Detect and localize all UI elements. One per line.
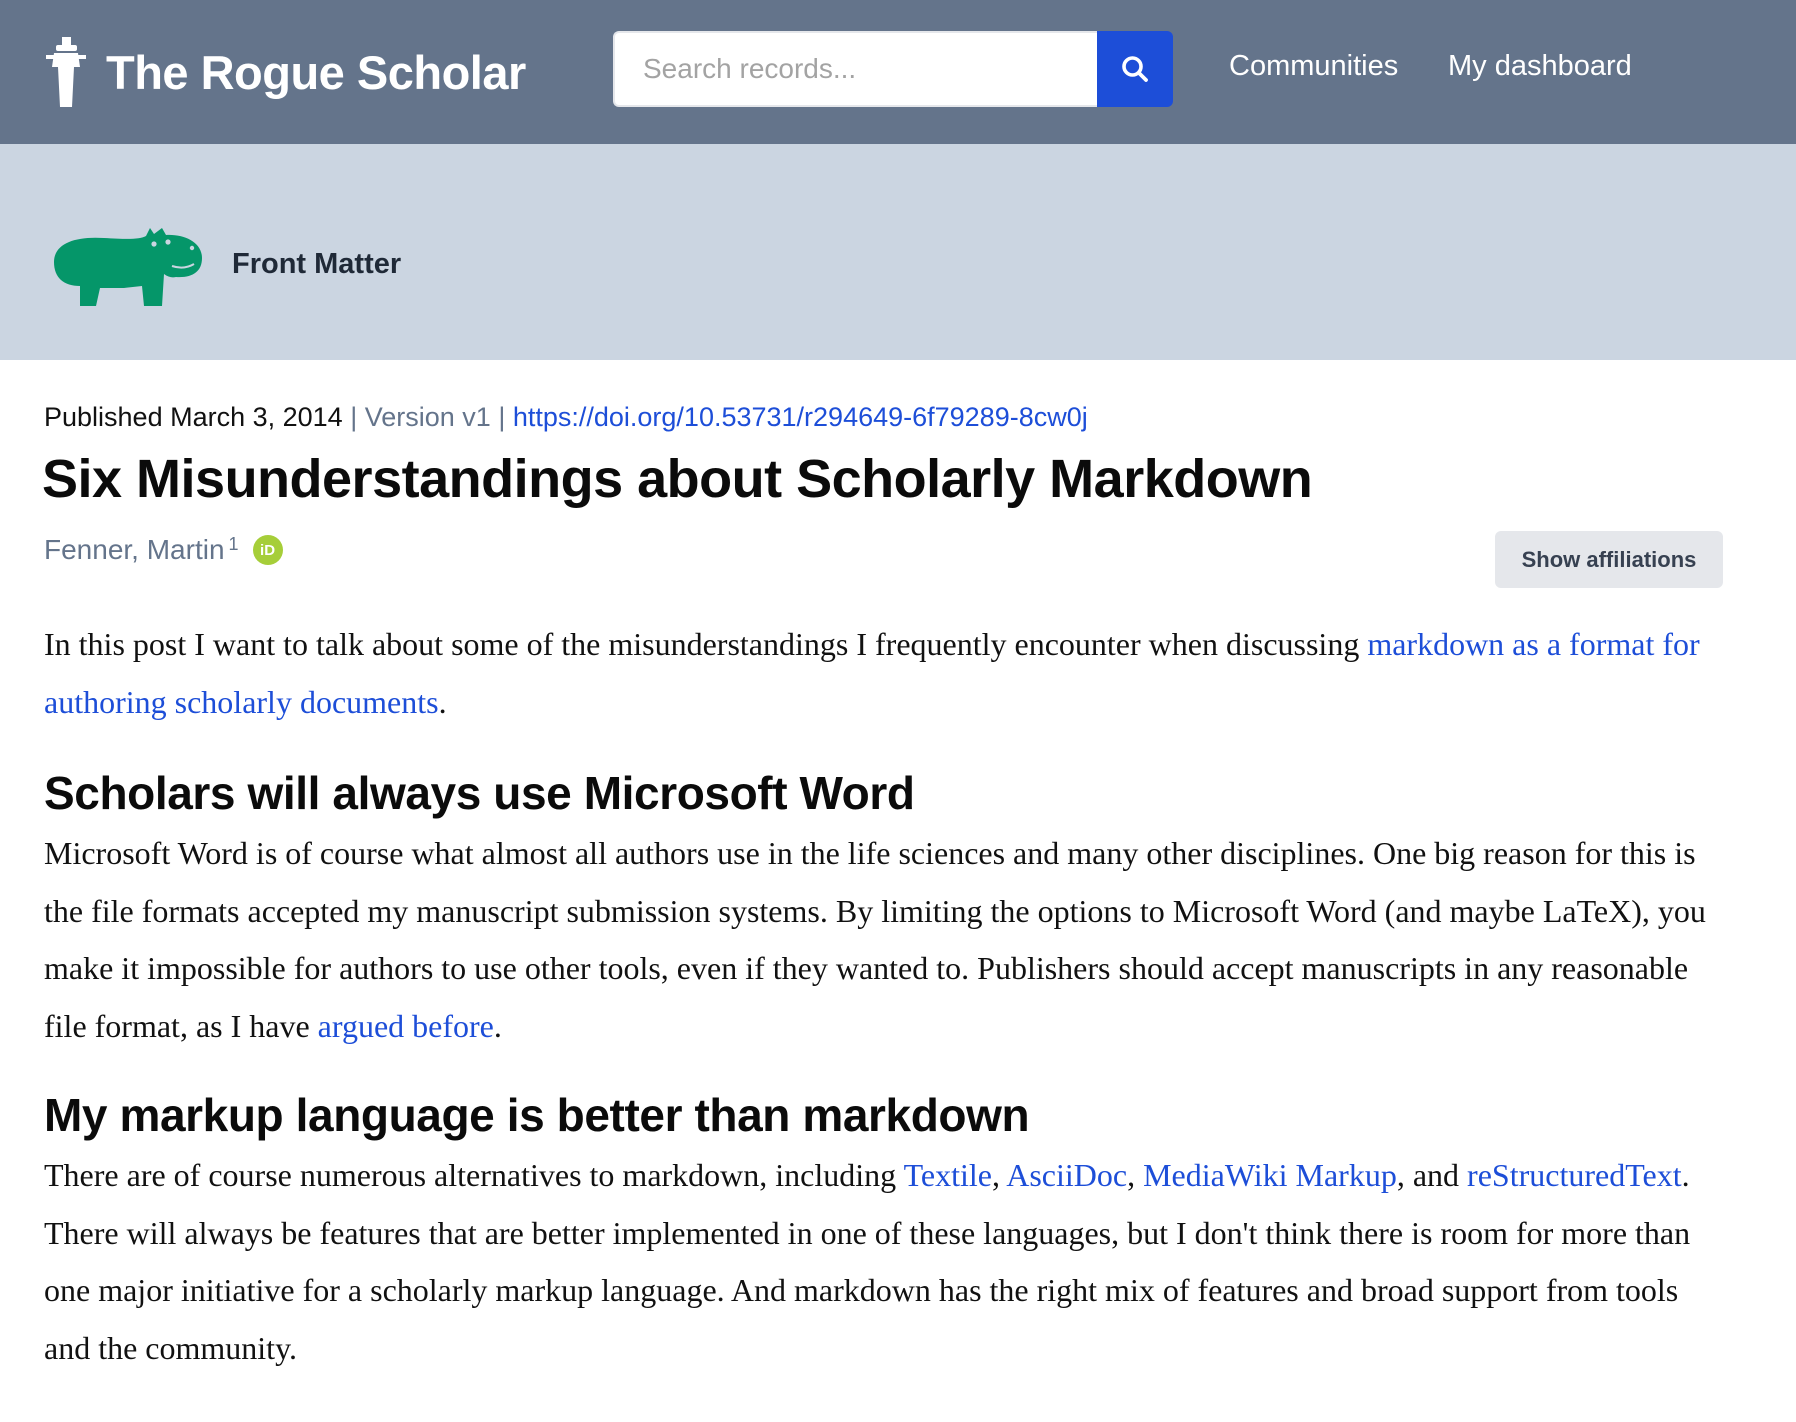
author-link[interactable]: Fenner, Martin	[44, 534, 225, 565]
separator: , and	[1396, 1157, 1468, 1193]
section-heading-2: My markup language is better than markdown	[44, 1089, 1030, 1141]
textile-link[interactable]: Textile	[903, 1157, 992, 1193]
meta-separator: |	[350, 402, 365, 432]
search-input[interactable]	[613, 31, 1097, 107]
record-meta	[44, 402, 1088, 433]
hippo-logo-icon[interactable]	[44, 222, 204, 308]
record-title: Six Misunderstandings about Scholarly Markdown	[42, 449, 1313, 509]
section2-text-b: . There will always be features that are better implemented in one of these languages, but I don't think there is room for more than one major initiative for a scholarly markup language. And markdown has the right mix of features and broad support from tools and the community.	[44, 1157, 1691, 1366]
search-icon	[1120, 54, 1150, 84]
restructuredtext-link[interactable]: reStructuredText	[1467, 1157, 1682, 1193]
separator: ,	[1127, 1157, 1144, 1193]
community-name[interactable]: Front Matter	[232, 248, 402, 280]
author-list	[44, 534, 283, 566]
markdown-format-link[interactable]: markdown as a format for authoring scholarly documents	[44, 626, 1700, 720]
intro-paragraph	[44, 616, 1724, 731]
separator: ,	[991, 1157, 1007, 1193]
brand-link[interactable]	[44, 32, 526, 112]
meta-separator: |	[498, 402, 513, 432]
nav-my-dashboard[interactable]: My dashboard	[1448, 50, 1632, 82]
version-label: Version v1	[364, 402, 491, 432]
affiliation-index: 1	[228, 533, 239, 554]
doi-link[interactable]: https://doi.org/10.53731/r294649-6f79289-8cw0j	[512, 402, 1088, 432]
show-affiliations-button[interactable]: Show affiliations	[1495, 531, 1723, 588]
brand-title: The Rogue Scholar	[106, 45, 526, 99]
intro-end: .	[438, 683, 447, 720]
asciidoc-link[interactable]: AsciiDoc	[1006, 1157, 1128, 1193]
nav-communities[interactable]: Communities	[1229, 50, 1399, 82]
top-navbar	[0, 0, 1796, 144]
article-body	[44, 616, 1724, 1377]
section1-text: Microsoft Word is of course what almost all authors use in the life sciences and many other disciplines. One big reason for this is the file formats accepted my manuscript submission systems. By limiting the options to Microsoft Word (and maybe LaTeX), you make it impossible for authors to use other tools, even if they wanted to. Publishers should accept manuscripts in any reasonable file format, as I have	[44, 835, 1706, 1044]
section2-text-a: There are of course numerous alternatives to markdown, including	[44, 1157, 904, 1193]
search-button[interactable]	[1097, 31, 1173, 107]
section-heading-1: Scholars will always use Microsoft Word	[44, 767, 915, 819]
rogue-scholar-logo-icon	[44, 37, 88, 107]
argued-before-link[interactable]: argued before	[317, 1007, 494, 1044]
orcid-icon[interactable]: iD	[253, 535, 283, 565]
published-date: Published March 3, 2014	[44, 402, 343, 432]
intro-text: In this post I want to talk about some of the misunderstandings I frequently encounter when discussing	[44, 626, 1368, 662]
section1-paragraph	[44, 825, 1724, 1055]
section2-paragraph	[44, 1147, 1724, 1377]
search-form	[613, 31, 1173, 107]
mediawiki-markup-link[interactable]: MediaWiki Markup	[1143, 1157, 1397, 1193]
section1-end: .	[493, 1007, 502, 1044]
